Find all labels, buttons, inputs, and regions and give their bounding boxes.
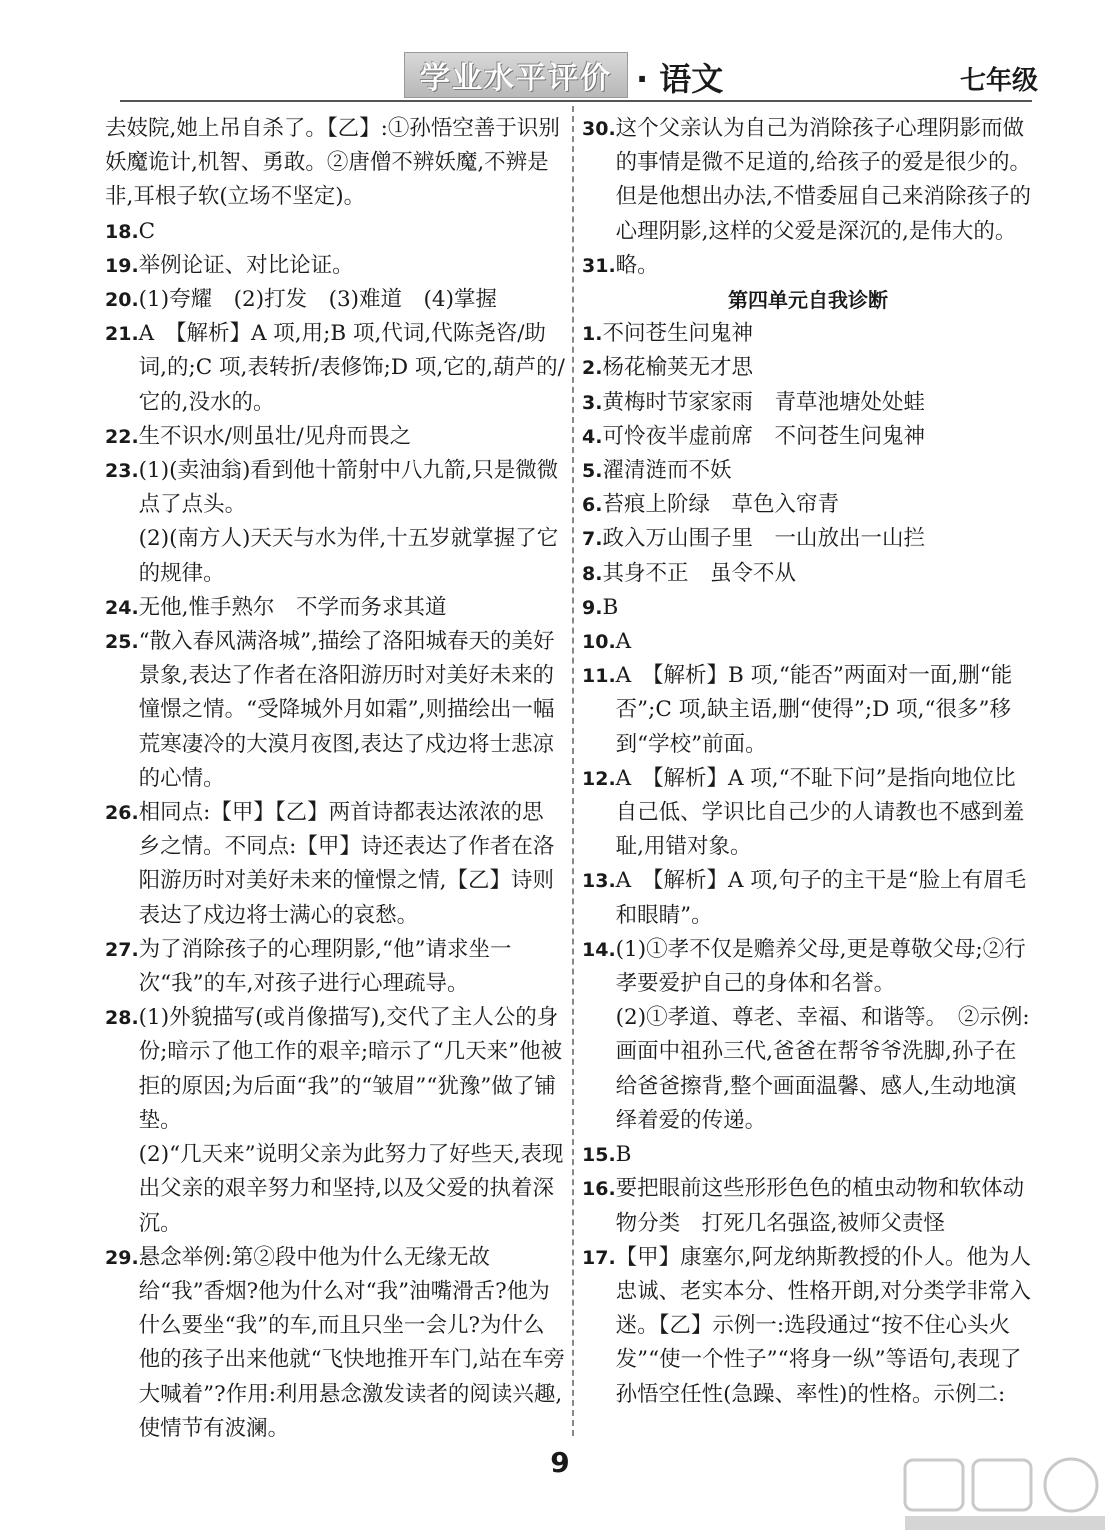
answer-text-main: 举例论证、对比论证。	[138, 252, 354, 278]
answer-text-main: 【甲】康塞尔,阿龙纳斯教授的仆人。他为人忠诚、老实本分、性格开朗,对分类学非常入迷。【乙】示例一:选段通过“按不住心头火发”“使一个性子”“将身一纵”等语句,表现了孙悟空任性(急躁、率性)的性格。示例二:	[615, 1244, 1032, 1407]
answer-text	[602, 454, 1034, 488]
answer-number: 14.	[582, 938, 616, 961]
answer-text	[139, 625, 565, 796]
watermark-logo	[903, 1454, 1113, 1534]
answer-item	[105, 591, 565, 625]
answer-number: 3.	[582, 391, 603, 414]
answer-text	[616, 659, 1034, 762]
answer-text	[602, 522, 1034, 556]
answer-item	[105, 796, 565, 933]
answer-text	[616, 1172, 1034, 1240]
answer-text-main: A 【解析】A 项,句子的主干是“脸上有眉毛和眼睛”。	[615, 868, 1027, 928]
answer-number: 15.	[582, 1144, 616, 1167]
answer-item	[582, 591, 1034, 625]
answer-item	[582, 557, 1034, 591]
answer-number: 31.	[582, 254, 616, 277]
answer-number: 16.	[582, 1178, 616, 1201]
answer-text	[602, 557, 1034, 591]
answer-number: 8.	[582, 562, 603, 585]
answer-number: 17.	[582, 1246, 616, 1269]
answer-subpart: (2)(南方人)天天与水为伴,十五岁就掌握了它的规律。	[138, 526, 559, 586]
answer-item	[582, 933, 1034, 1138]
answer-item	[582, 112, 1034, 249]
answer-text-main: 黄梅时节家家雨 青草池塘处处蛙	[602, 389, 925, 415]
answer-text	[139, 420, 565, 454]
answer-text-main: C	[138, 218, 156, 244]
answer-item	[582, 386, 1034, 420]
answer-item	[105, 420, 565, 454]
answer-text-main: 政入万山围子里 一山放出一山拦	[602, 526, 925, 552]
answer-number: 1.	[582, 323, 603, 346]
answer-number: 20.	[105, 289, 139, 312]
answer-subpart: (2)“几天来”说明父亲为此努力了好些天,表现出父亲的艰辛努力和坚持,以及父爱的执着深沉。	[138, 1142, 564, 1236]
answer-item	[582, 317, 1034, 351]
answer-item	[582, 1241, 1034, 1412]
answer-text	[602, 420, 1034, 454]
answer-number: 6.	[582, 494, 603, 517]
answer-text	[139, 591, 565, 625]
answer-text-main: 要把眼前这些形形色色的植虫动物和软体动物分类 打死几名强盗,被师父责怪	[615, 1176, 1025, 1236]
answer-text	[139, 933, 565, 1001]
answer-text-main: 无他,惟手熟尔 不学而务求其道	[138, 594, 447, 620]
answer-text-main: A 【解析】B 项,“能否”两面对一面,删“能否”;C 项,缺主语,删“使得”;D 项,“很多”移到“学校”前面。	[615, 663, 1013, 757]
answer-text	[602, 351, 1034, 385]
answer-number: 28.	[105, 1007, 139, 1030]
answer-number: 12.	[582, 767, 616, 790]
left-answer-column	[105, 112, 565, 1446]
answer-text	[616, 1241, 1034, 1412]
answer-number: 13.	[582, 870, 616, 893]
answer-item	[105, 317, 565, 420]
answer-text-main: A 【解析】A 项,“不耻下问”是指向地位比自己低、学识比自己少的人请教也不感到羞耻,用错对象。	[615, 765, 1025, 860]
answer-item	[582, 659, 1034, 762]
answer-text-main: “散入春风满洛城”,描绘了洛阳城春天的美好景象,表达了作者在洛阳游历时对美好未来的憧憬之情。“受降城外月如霜”,则描绘出一幅荒寒凄冷的大漠月夜图,表达了戍边将士悲凉的心情。	[138, 629, 555, 791]
page-header	[0, 50, 1119, 104]
answer-text	[139, 317, 565, 420]
answer-number: 27.	[105, 938, 139, 961]
answer-number: 19.	[105, 254, 139, 277]
answer-text	[139, 283, 565, 317]
answer-number: 21.	[105, 323, 139, 346]
answer-item	[582, 762, 1034, 865]
answer-text	[139, 796, 565, 933]
answer-text-main: B	[615, 1142, 632, 1168]
answer-text-main: 杨花榆荚无才思	[602, 355, 753, 381]
answer-number: 10.	[582, 631, 616, 654]
answer-text	[616, 762, 1034, 865]
answer-item	[582, 488, 1034, 522]
answer-text-main: 相同点:【甲】【乙】两首诗都表达浓浓的思乡之情。不同点:【甲】诗还表达了作者在洛阳游历时对美好未来的憧憬之情,【乙】诗则表达了戍边将士满心的哀愁。	[138, 800, 555, 928]
answer-item	[582, 864, 1034, 932]
answer-number: 22.	[105, 425, 139, 448]
answer-item	[582, 420, 1034, 454]
answer-item	[582, 454, 1034, 488]
answer-number: 11.	[582, 665, 616, 688]
answer-text	[616, 933, 1034, 1138]
answer-number: 4.	[582, 425, 603, 448]
answer-text	[616, 625, 1034, 659]
answer-item	[582, 1172, 1034, 1240]
subject-label: · 语文	[636, 60, 724, 98]
answer-text	[139, 215, 565, 249]
answer-text	[139, 1241, 565, 1446]
answer-text-main: 苔痕上阶绿 草色入帘青	[602, 492, 839, 518]
answer-text	[616, 864, 1034, 932]
answer-item	[105, 249, 565, 283]
answer-text-main: 不问苍生问鬼神	[602, 321, 753, 347]
answer-text-main: 去妓院,她上吊自杀了。【乙】:①孙悟空善于识别妖魔诡计,机智、勇敢。②唐僧不辨妖魔,不辨是非,耳根子软(立场不坚定)。	[105, 116, 560, 210]
answer-number: 18.	[105, 220, 139, 243]
answer-number: 23.	[105, 460, 139, 483]
answer-text	[139, 454, 565, 591]
header-rule	[120, 100, 1032, 102]
answer-text-main: 悬念举例:第②段中他为什么无缘无故给“我”香烟?他为什么对“我”油嘴滑舌?他为什么要坐“我”的车,而且只坐一会儿?为什么他的孩子出来他就“飞快地推开车门,站在车旁大喊着”?作用:利用悬念激发读者的阅读兴趣,使情节有波澜。	[138, 1244, 565, 1441]
section-title: 第四单元自我诊断	[728, 288, 888, 313]
answer-item	[105, 454, 565, 591]
answer-item	[582, 249, 1034, 283]
answer-text-main: (1)①孝不仅是赡养父母,更是尊敬父母;②行孝要爱护自己的身体和名誉。	[615, 936, 1026, 997]
answer-text	[602, 386, 1034, 420]
answer-text	[616, 249, 1034, 283]
answer-text-main: (1)夸耀 (2)打发 (3)难道 (4)掌握	[138, 287, 497, 313]
answer-text	[139, 1001, 565, 1240]
answer-number: 24.	[105, 596, 139, 619]
answer-number: 30.	[582, 118, 616, 140]
series-title-badge: 学业水平评价	[404, 52, 628, 98]
answer-number: 7.	[582, 528, 603, 551]
answer-item	[105, 283, 565, 317]
answer-text-main: A	[615, 629, 632, 655]
answer-text	[602, 591, 1034, 625]
page-number: 9	[550, 1446, 570, 1479]
answer-text-main: 可怜夜半虚前席 不问苍生问鬼神	[602, 423, 925, 449]
answer-item	[105, 933, 565, 1001]
answer-text-main: (1)外貌描写(或肖像描写),交代了主人公的身份;暗示了他工作的艰辛;暗示了“几天来”他被拒的原因;为后面“我”的“皱眉”“犹豫”做了铺垫。	[138, 1005, 563, 1133]
column-divider	[572, 106, 574, 1436]
answer-item	[582, 625, 1034, 659]
answer-number: 26.	[105, 802, 139, 825]
answer-item	[105, 112, 565, 215]
answer-item	[105, 1001, 565, 1240]
answer-text	[602, 317, 1034, 351]
answer-item	[105, 1241, 565, 1446]
answer-number: 2.	[582, 357, 603, 380]
answer-text-main: 其身不正 虽令不从	[602, 560, 796, 586]
answer-text-main: 为了消除孩子的心理阴影,“他”请求坐一次“我”的车,对孩子进行心理疏导。	[138, 936, 512, 997]
answer-text	[616, 112, 1034, 249]
answer-number: 29.	[105, 1246, 139, 1269]
answer-text-main: 濯清涟而不妖	[602, 458, 732, 484]
answer-item	[582, 351, 1034, 385]
answer-text-main: 生不识水/则虽壮/见舟而畏之	[138, 423, 412, 449]
answer-item	[582, 1138, 1034, 1172]
answer-text-main: A 【解析】A 项,用;B 项,代词,代陈尧咨/助词,的;C 项,表转折/表修饰;D 项,它的,葫芦的/它的,没水的。	[138, 321, 565, 415]
answer-text	[602, 488, 1034, 522]
answer-subpart: (2)①孝道、尊老、幸福、和谐等。 ②示例:画面中祖孙三代,爸爸在帮爷爷洗脚,孙子在给爸爸擦背,整个画面温馨、感人,生动地演绎着爱的传递。	[615, 1005, 1030, 1133]
answer-item	[105, 215, 565, 249]
grade-label: 七年级	[960, 66, 1039, 96]
answer-number: 9.	[582, 596, 603, 619]
answer-item	[105, 625, 565, 796]
answer-text-main: 这个父亲认为自己为消除孩子心理阴影而做的事情是微不足道的,给孩子的爱是很少的。但是他想出办法,不惜委屈自己来消除孩子的心理阴影,这样的父爱是深沉的,是伟大的。	[615, 116, 1032, 244]
answer-text-main: 略。	[615, 252, 659, 278]
answer-text-main: B	[602, 594, 619, 620]
answer-text-main: (1)(卖油翁)看到他十箭射中八九箭,只是微微点了点头。	[138, 458, 559, 518]
answer-item	[582, 522, 1034, 556]
right-answer-column	[582, 112, 1034, 1412]
answer-number: 5.	[582, 460, 603, 483]
answer-text	[616, 1138, 1034, 1172]
answer-text	[105, 112, 565, 215]
answer-number: 25.	[105, 631, 139, 654]
answer-text	[139, 249, 565, 283]
